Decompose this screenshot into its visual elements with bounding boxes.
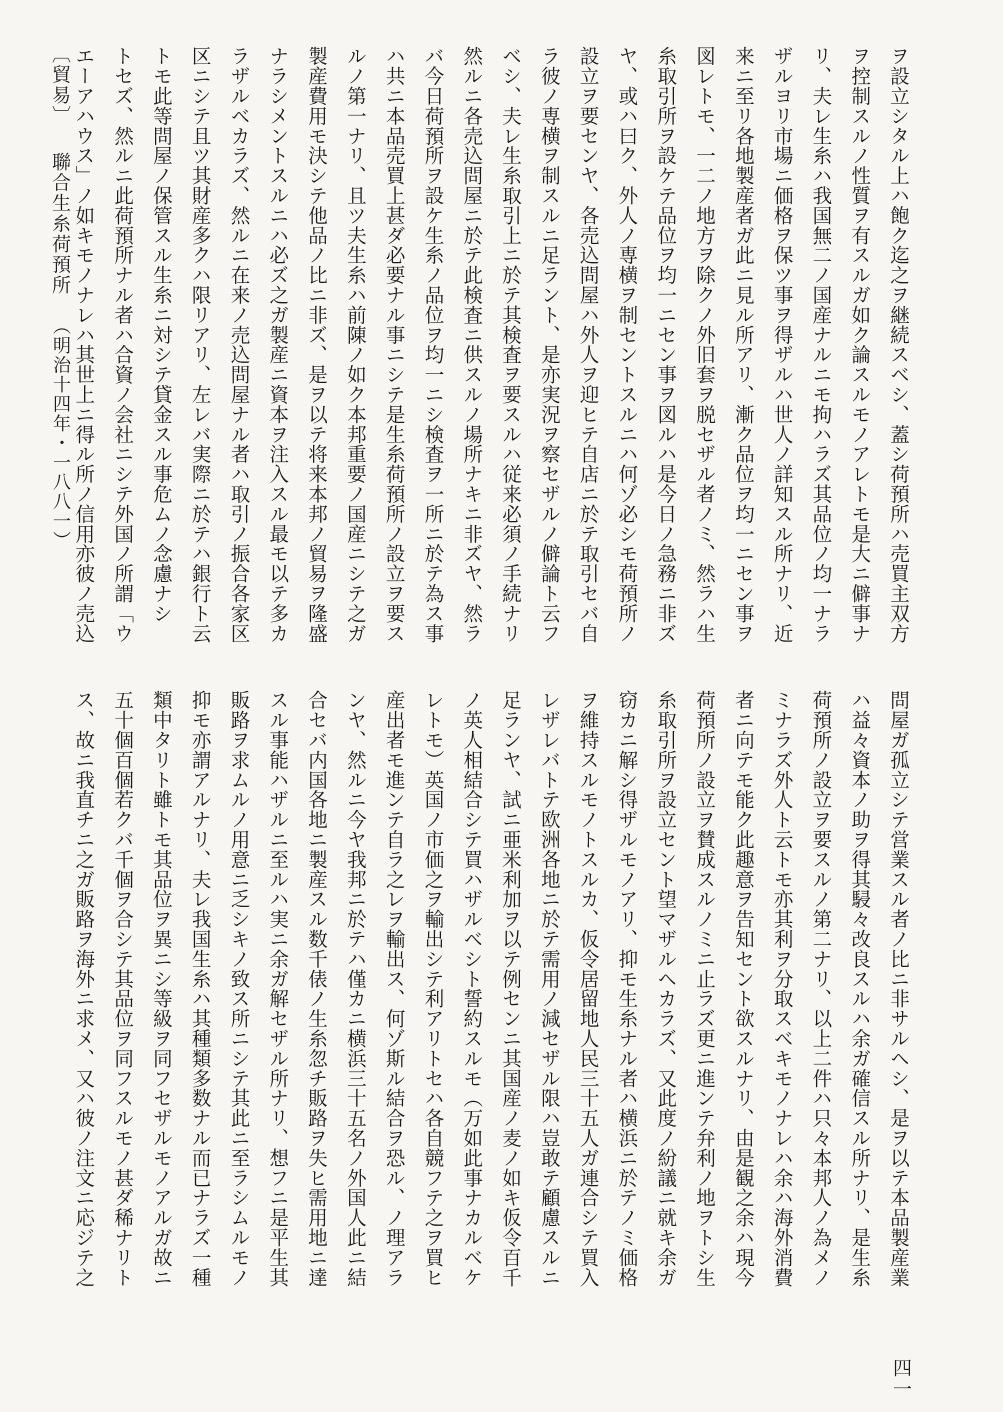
text-column: ハ共ニ本品売買上甚ダ必要ナル事ニシテ是生糸荷預所ノ設立ヲ要ス [382, 46, 406, 643]
top-text-block [72, 46, 917, 658]
text-column: 抑モ亦謂アルナリ、夫レ我国生糸ハ其種類多数ナル而已ナラズ一種 [188, 690, 212, 1287]
page-number: 四一 [890, 1358, 912, 1400]
text-column: 窃カニ解シ得ザルモノアリ、抑モ生糸ナル者ハ横浜ニ於テノミ価格 [615, 690, 639, 1287]
text-column: 類中タリト雖トモ其品位ヲ異ニシ等級ヲ同フセザルモノアルガ故ニ [149, 690, 173, 1287]
text-column: 糸取引所ヲ設ケテ品位ヲ均一ニセン事ヲ図ルハ是今日ノ急務ニ非ズ [654, 46, 678, 643]
text-column: 者ニ向テモ能ク此趣意ヲ告知セント欲スルナリ、由是観之余ハ現今 [731, 690, 755, 1287]
text-column: 合セバ内国各地ニ製産スル数千俵ノ生糸忽チ販路ヲ失ヒ需用地ニ達 [305, 690, 329, 1287]
text-column: バ今日荷預所ヲ設ケ生糸ノ品位ヲ均一ニシ検査ヲ一所ニ於テ為ス事 [421, 46, 445, 643]
text-column: 区ニシテ且ツ其財産多クハ限リアリ、左レバ実際ニ於テハ銀行ト云 [188, 46, 212, 643]
running-head-title: 聯合生糸荷預所 [49, 151, 71, 296]
text-column: 足ランヤ、試ニ亜米利加ヲ以テ例センニ其国産ノ麦ノ如キ仮令百千 [499, 690, 523, 1287]
running-head-category: 〔貿易〕 [49, 44, 71, 126]
text-column: ヤ、或ハ曰ク、外人ノ専横ヲ制セントスルニハ何ゾ必シモ荷預所ノ [615, 46, 639, 643]
text-column: ハ益々資本ノ助ヲ得其駸々改良スルハ余ガ確信スル所ナリ、是生糸 [848, 690, 872, 1287]
text-column: トモ此等問屋ノ保管スル生糸ニ対シテ貸金スル事危ムノ念慮ナシ [149, 46, 173, 624]
text-column: 荷預所ノ設立ヲ賛成スルノミニ止ラズ更ニ進ンテ弁利ノ地ヲトシ生 [693, 690, 717, 1287]
text-column: エーアハウス」ノ如キモノナレハ其世上ニ得ル所ノ信用亦彼ノ売込 [72, 46, 96, 643]
text-column: リ、夫レ生糸ハ我国無二ノ国産ナルニモ拘ハラズ其品位ノ均一ナラ [809, 46, 833, 643]
text-column: ンヤ、然ルニ今ヤ我邦ニ於テハ僅カニ横浜三十五名ノ外国人此ニ結 [343, 690, 367, 1287]
text-column: 販路ヲ求ムルノ用意ニ乏シキノ致ス所ニシテ其此ニ至ラシムルモノ [227, 690, 251, 1287]
text-column: ルノ第一ナリ、且ツ夫生糸ハ前陳ノ如ク本邦重要ノ国産ニシテ之ガ [343, 46, 367, 643]
text-column: ナラシメントスルニハ必ズ之ガ製産ニ資本ヲ注入スル最モ以テ多カ [266, 46, 290, 643]
text-column: 製産費用モ決シテ他品ノ比ニ非ズ、是ヲ以テ将来本邦ノ貿易ヲ隆盛 [305, 46, 329, 643]
text-column: ベシ、夫レ生糸取引上ニ於テ其検査ヲ要スルハ従来必須ノ手続ナリ [499, 46, 523, 643]
bottom-text-block [72, 690, 917, 1300]
text-column: ラザルベカラズ、然ルニ在来ノ売込問屋ナル者ハ取引ノ振合各家区 [227, 46, 251, 643]
text-column: 五十個百個若クバ千個ヲ合シテ其品位ヲ同フスルモノ甚ダ稀ナリト [111, 690, 135, 1287]
text-column: ラ彼ノ専横ヲ制スルニ足ラント、是亦実況ヲ察セザルノ僻論ト云フ [537, 46, 561, 643]
text-column: ヲ維持スルモノトスルカ、仮令居留地人民三十五人ガ連合シテ買入 [576, 690, 600, 1287]
text-column: 糸取引所ヲ設立セント望マザルヘカラズ、又此度ノ紛議ニ就キ余ガ [654, 690, 678, 1287]
text-column: 荷預所ノ設立ヲ要スルノ第二ナリ、以上二件ハ只々本邦人ノ為メノ [809, 690, 833, 1287]
text-column: ミナラズ外人ト云トモ亦其利ヲ分取スベキモノナレハ余ハ海外消費 [770, 690, 794, 1287]
text-column: 図レトモ、一二ノ地方ヲ除クノ外旧套ヲ脱セザル者ノミ、然ラハ生 [693, 46, 717, 643]
text-column: ヲ控制スルノ性質ヲ有スルガ如ク論スルモノアレトモ是大ニ僻事ナ [848, 46, 872, 643]
text-column: 問屋ガ孤立シテ営業スル者ノ比ニ非サルヘシ、是ヲ以テ本品製産業 [887, 690, 910, 1287]
text-column: トセズ、然ルニ此荷預所ナル者ハ合資ノ会社ニシテ外国ノ所謂「ウ [111, 46, 135, 643]
running-head [40, 44, 80, 644]
text-column: レトモ）英国ノ市価之ヲ輸出シテ利アリトセハ各自競フテ之ヲ買ヒ [421, 690, 445, 1287]
text-column: ス、故ニ我直チニ之ガ販路ヲ海外ニ求メ、又ハ彼ノ注文ニ応ジテ之 [72, 690, 96, 1287]
running-head-period: （明治十四年・一八八一） [50, 316, 71, 551]
text-column: 設立ヲ要センヤ、各売込問屋ハ外人ヲ迎ヒテ自店ニ於テ取引セバ自 [576, 46, 600, 643]
text-column: ザルヨリ市場ニ価格ヲ保ツ事ヲ得ザルハ世人ノ詳知スル所ナリ、近 [770, 46, 794, 643]
text-column: 然ルニ各売込問屋ニ於テ此検査ニ供スルノ場所ナキニ非ズヤ、然ラ [460, 46, 484, 643]
text-column: ヲ設立シタル上ハ飽ク迄之ヲ継続スベシ、蓋シ荷預所ハ売買主双方 [887, 46, 910, 643]
text-column: 来ニ至リ各地製産者ガ此ニ見ル所アリ、漸ク品位ヲ均一ニセン事ヲ [731, 46, 755, 643]
text-column: スル事能ハザルニ至ルハ実ニ余ガ解セザル所ナリ、想フニ是平生其 [266, 690, 290, 1287]
text-column: 産出者モ進ンテ自ラ之レヲ輸出ス、何ゾ斯ル結合ヲ恐ル、ノ理アラ [382, 690, 406, 1287]
text-column: レザレバトテ欧洲各地ニ於テ需用ノ減セザル限ハ豈敢テ顧慮スルニ [537, 690, 561, 1287]
text-column: ノ英人相結合シテ買ハザルベシト誓約スルモ（万如此事ナカルベケ [460, 690, 484, 1287]
